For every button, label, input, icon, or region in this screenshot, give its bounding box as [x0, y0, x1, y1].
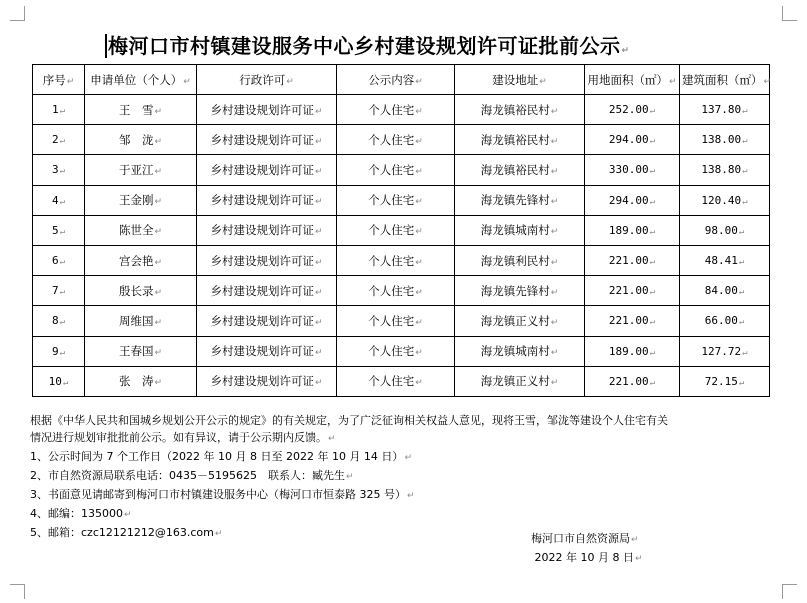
cell-no-text: 7: [51, 284, 59, 298]
cell-mark-icon: ↵: [154, 227, 163, 238]
cell-mark-icon: ↵: [415, 317, 423, 328]
notice-section: [30, 412, 780, 543]
cell-building-area: [680, 155, 770, 185]
permit-table: [32, 64, 770, 397]
cell-address: [455, 125, 585, 155]
cell-no-text: 3: [51, 163, 59, 177]
cell-land-area: [585, 306, 680, 336]
cell-mark-icon: ↵: [742, 136, 748, 147]
cell-mark-icon: ↵: [415, 76, 423, 87]
cell-applicant-text: 周维国: [118, 313, 154, 328]
cell-mark-icon: ↵: [668, 76, 677, 87]
cell-mark-icon: ↵: [415, 106, 423, 117]
cell-address-text: 海龙镇裕民村: [480, 162, 550, 177]
cell-address: [455, 276, 585, 306]
cell-mark-icon: ↵: [415, 136, 423, 147]
cell-mark-icon: ↵: [539, 76, 547, 87]
cell-permit-text: 乡村建设规划许可证: [210, 193, 314, 208]
cell-mark-icon: ↵: [154, 257, 163, 268]
cell-mark-icon: ↵: [742, 347, 748, 358]
cell-mark-icon: ↵: [59, 287, 66, 298]
cell-mark-icon: ↵: [649, 196, 656, 207]
cell-address: [455, 185, 585, 215]
cell-applicant: [85, 245, 197, 275]
cell-content-text: 个人住宅: [368, 253, 415, 268]
cell-mark-icon: ↵: [649, 136, 656, 147]
cell-building-area: [680, 245, 770, 275]
cell-no: [33, 336, 85, 366]
cell-building-area: [680, 306, 770, 336]
cell-land-area: [585, 185, 680, 215]
cell-mark-icon: ↵: [649, 377, 656, 388]
cell-land-area: [585, 276, 680, 306]
cell-mark-icon: ↵: [314, 378, 323, 389]
cell-content: [337, 366, 455, 396]
cell-mark-icon: ↵: [415, 197, 423, 208]
cell-mark-icon: ↵: [314, 106, 323, 117]
cell-building-area: [680, 125, 770, 155]
cell-permit: [197, 215, 337, 245]
cell-building-area-text: 48.41: [704, 254, 738, 268]
cell-mark-icon: ↵: [550, 197, 559, 208]
cell-land-area: [585, 155, 680, 185]
cell-mark-icon: ↵: [314, 227, 323, 238]
cell-content-text: 个人住宅: [368, 374, 415, 389]
cell-mark-icon: ↵: [314, 136, 323, 147]
document-title-line: [105, 30, 630, 59]
cell-land-area-text: 294.00: [608, 133, 649, 147]
cell-mark-icon: ↵: [550, 166, 559, 177]
crop-mark-top-left: [10, 6, 25, 21]
cell-building-area: [680, 215, 770, 245]
cell-mark-icon: ↵: [59, 226, 66, 237]
cell-land-area: [585, 125, 680, 155]
cell-land-area-text: 189.00: [608, 223, 649, 237]
cell-permit-text: 乡村建设规划许可证: [210, 344, 314, 359]
cell-content: [337, 155, 455, 185]
cell-address: [455, 95, 585, 125]
cell-mark-icon: ↵: [154, 287, 163, 298]
cell-content: [337, 336, 455, 366]
header-no: 序号↵: [33, 65, 85, 95]
cell-applicant-text: 王 雪: [118, 102, 154, 117]
cell-content: [337, 276, 455, 306]
cell-address: [455, 215, 585, 245]
header-address: 建设地址↵: [455, 65, 585, 95]
cell-mark-icon: ↵: [59, 136, 66, 147]
cell-address: [455, 155, 585, 185]
cell-mark-icon: ↵: [738, 287, 745, 298]
crop-mark-top-right: [782, 6, 797, 21]
cell-land-area: [585, 95, 680, 125]
cell-land-area-text: 221.00: [608, 374, 649, 388]
cell-permit-text: 乡村建设规划许可证: [210, 374, 314, 389]
cell-content-text: 个人住宅: [368, 132, 415, 147]
cell-applicant-text: 宫会艳: [118, 253, 154, 268]
cell-mark-icon: ↵: [550, 136, 559, 147]
cell-land-area-text: 189.00: [608, 344, 649, 358]
header-content: 公示内容↵: [337, 65, 455, 95]
cell-mark-icon: ↵: [649, 347, 656, 358]
cell-mark-icon: ↵: [154, 348, 163, 359]
cell-building-area: [680, 185, 770, 215]
cell-no: [33, 306, 85, 336]
cell-permit-text: 乡村建设规划许可证: [210, 162, 314, 177]
cell-no-text: 9: [51, 344, 59, 358]
cell-applicant: [85, 215, 197, 245]
cell-no: [33, 125, 85, 155]
table-row: [33, 185, 770, 215]
cell-mark-icon: ↵: [649, 257, 656, 268]
cell-mark-icon: ↵: [550, 106, 559, 117]
cell-building-area: [680, 276, 770, 306]
cell-mark-icon: ↵: [154, 317, 163, 328]
paragraph-mark-icon: ↵: [345, 472, 354, 482]
cell-applicant-text: 陈世全: [118, 223, 154, 238]
cell-address-text: 海龙镇利民村: [480, 253, 550, 268]
cell-applicant: [85, 125, 197, 155]
signature-block: [531, 530, 643, 568]
cell-mark-icon: ↵: [183, 76, 191, 87]
cell-content: [337, 125, 455, 155]
cell-mark-icon: ↵: [62, 377, 69, 388]
cell-land-area-text: 221.00: [608, 284, 649, 298]
cell-mark-icon: ↵: [154, 197, 163, 208]
cell-mark-icon: ↵: [59, 317, 66, 328]
cell-applicant: [85, 95, 197, 125]
signature-org: 梅河口市自然资源局↵: [531, 532, 639, 545]
cell-address-text: 海龙镇裕民村: [480, 102, 550, 117]
cell-mark-icon: ↵: [286, 76, 294, 87]
cell-mark-icon: ↵: [66, 76, 75, 87]
cell-content-text: 个人住宅: [368, 313, 415, 328]
cell-building-area-text: 120.40: [701, 193, 742, 207]
cell-mark-icon: ↵: [154, 378, 163, 389]
cell-land-area-text: 330.00: [608, 163, 649, 177]
notice-intro-1: 根据《中华人民共和国城乡规划公开公示的规定》的有关规定，为了广泛征询相关权益人意见，现将王雪，邹泷等建设个人住宅有关: [30, 414, 668, 427]
cell-applicant-text: 邹 泷: [118, 132, 154, 147]
cell-mark-icon: ↵: [154, 136, 163, 147]
cell-address: [455, 306, 585, 336]
cell-no: [33, 366, 85, 396]
cell-mark-icon: ↵: [59, 257, 66, 268]
cell-address-text: 海龙镇先锋村: [480, 193, 550, 208]
cell-mark-icon: ↵: [59, 196, 66, 207]
cell-content-text: 个人住宅: [368, 344, 415, 359]
cell-permit: [197, 306, 337, 336]
cell-content: [337, 245, 455, 275]
cell-address-text: 海龙镇先锋村: [480, 283, 550, 298]
table-row: [33, 155, 770, 185]
cell-permit: [197, 245, 337, 275]
cell-no-text: 5: [51, 223, 59, 237]
paragraph-mark-icon: ↵: [621, 46, 630, 56]
cell-mark-icon: ↵: [649, 317, 656, 328]
signature-date: 2022 年 10 月 8 日↵: [534, 551, 643, 564]
table-row: [33, 306, 770, 336]
cell-content-text: 个人住宅: [368, 223, 415, 238]
cell-address-text: 海龙镇城南村: [480, 344, 550, 359]
cell-no-text: 6: [51, 254, 59, 268]
table-row: [33, 215, 770, 245]
cell-no: [33, 245, 85, 275]
cell-content-text: 个人住宅: [368, 162, 415, 177]
cell-building-area-text: 98.00: [704, 223, 738, 237]
header-applicant: 申请单位（个人）↵: [85, 65, 197, 95]
cell-mark-icon: ↵: [415, 287, 423, 298]
cell-land-area-text: 294.00: [608, 193, 649, 207]
cell-mark-icon: ↵: [415, 227, 423, 238]
cell-mark-icon: ↵: [59, 347, 66, 358]
cell-content-text: 个人住宅: [368, 102, 415, 117]
cell-content: [337, 306, 455, 336]
cell-permit: [197, 125, 337, 155]
cell-mark-icon: ↵: [550, 348, 559, 359]
cell-applicant-text: 于亚江: [118, 162, 154, 177]
cell-mark-icon: ↵: [550, 287, 559, 298]
cell-building-area: [680, 336, 770, 366]
cell-mark-icon: ↵: [738, 317, 745, 328]
cell-mark-icon: ↵: [550, 317, 559, 328]
cell-mark-icon: ↵: [314, 257, 323, 268]
cell-permit: [197, 95, 337, 125]
cell-mark-icon: ↵: [550, 257, 559, 268]
cell-permit: [197, 155, 337, 185]
cell-mark-icon: ↵: [415, 257, 423, 268]
cell-mark-icon: ↵: [415, 348, 423, 359]
cell-mark-icon: ↵: [314, 287, 323, 298]
cell-no-text: 2: [51, 133, 59, 147]
cell-address: [455, 366, 585, 396]
cell-mark-icon: ↵: [154, 166, 163, 177]
cell-applicant: [85, 155, 197, 185]
cell-land-area-text: 252.00: [608, 103, 649, 117]
cell-building-area-text: 138.80: [701, 163, 742, 177]
cell-land-area: [585, 215, 680, 245]
table-row: [33, 336, 770, 366]
notice-item-3: 3、书面意见请邮寄到梅河口市村镇建设服务中心（梅河口市恒泰路 325 号）↵: [30, 488, 415, 501]
cell-no: [33, 155, 85, 185]
cell-mark-icon: ↵: [649, 166, 656, 177]
cell-mark-icon: ↵: [742, 106, 748, 117]
notice-item-1: 1、公示时间为 7 个工作日（2022 年 10 月 8 日至 2022 年 10 月 14 日）↵: [30, 450, 412, 463]
header-permit: 行政许可↵: [197, 65, 337, 95]
cell-address-text: 海龙镇城南村: [480, 223, 550, 238]
cell-mark-icon: ↵: [763, 76, 772, 87]
cell-address-text: 海龙镇正义村: [480, 313, 550, 328]
cell-permit: [197, 276, 337, 306]
cell-content-text: 个人住宅: [368, 283, 415, 298]
cell-permit-text: 乡村建设规划许可证: [210, 102, 314, 117]
cell-permit: [197, 185, 337, 215]
cell-mark-icon: ↵: [649, 287, 656, 298]
table-row: [33, 95, 770, 125]
cell-mark-icon: ↵: [742, 196, 748, 207]
cell-mark-icon: ↵: [59, 166, 66, 177]
cell-permit-text: 乡村建设规划许可证: [210, 132, 314, 147]
cell-permit-text: 乡村建设规划许可证: [210, 223, 314, 238]
cell-applicant-text: 王春国: [118, 344, 154, 359]
cell-permit: [197, 336, 337, 366]
table-row: [33, 366, 770, 396]
cell-mark-icon: ↵: [415, 166, 423, 177]
cell-land-area-text: 221.00: [608, 314, 649, 328]
cell-address-text: 海龙镇正义村: [480, 374, 550, 389]
paragraph-mark-icon: ↵: [631, 535, 639, 545]
document-title: 梅河口市村镇建设服务中心乡村建设规划许可证批前公示: [108, 34, 621, 58]
cell-permit-text: 乡村建设规划许可证: [210, 313, 314, 328]
cell-content: [337, 95, 455, 125]
notice-intro-2: 情况进行规划审批批前公示。如有异议，请于公示期内反馈。↵: [30, 431, 336, 444]
cell-mark-icon: ↵: [550, 378, 559, 389]
cell-building-area-text: 66.00: [704, 314, 738, 328]
cell-mark-icon: ↵: [742, 166, 748, 177]
cell-building-area: [680, 366, 770, 396]
cell-content: [337, 185, 455, 215]
cell-building-area: [680, 95, 770, 125]
cell-no: [33, 276, 85, 306]
cell-building-area-text: 84.00: [704, 284, 738, 298]
cell-address: [455, 336, 585, 366]
cell-no: [33, 95, 85, 125]
cell-address-text: 海龙镇裕民村: [480, 132, 550, 147]
cell-mark-icon: ↵: [314, 317, 323, 328]
paragraph-mark-icon: ↵: [634, 554, 643, 564]
cell-no: [33, 215, 85, 245]
crop-mark-bottom-left: [10, 584, 25, 599]
cell-content: [337, 215, 455, 245]
header-building-area: 建筑面积（㎡）↵: [680, 65, 770, 95]
cell-mark-icon: ↵: [314, 166, 323, 177]
notice-item-5: 5、邮箱：czc12121212@163.com↵: [30, 526, 223, 539]
cell-land-area: [585, 336, 680, 366]
cell-mark-icon: ↵: [649, 106, 656, 117]
cell-mark-icon: ↵: [649, 226, 656, 237]
crop-mark-bottom-right: [782, 584, 797, 599]
cell-no-text: 1: [51, 103, 59, 117]
cell-permit-text: 乡村建设规划许可证: [210, 283, 314, 298]
notice-item-2: 2、市自然资源局联系电话：0435－5195625 联系人：臧先生↵: [30, 469, 354, 482]
cell-address: [455, 245, 585, 275]
paragraph-mark-icon: ↵: [214, 529, 223, 539]
cell-building-area-text: 138.00: [701, 133, 742, 147]
cell-mark-icon: ↵: [154, 106, 163, 117]
cell-applicant: [85, 185, 197, 215]
cell-land-area: [585, 366, 680, 396]
cell-no: [33, 185, 85, 215]
cell-mark-icon: ↵: [59, 106, 66, 117]
cell-applicant-text: 王金刚: [118, 193, 154, 208]
cell-content-text: 个人住宅: [368, 193, 415, 208]
notice-item-4: 4、邮编：135000↵: [30, 507, 132, 520]
cell-applicant: [85, 276, 197, 306]
cell-no-text: 8: [51, 314, 59, 328]
cell-mark-icon: ↵: [738, 377, 745, 388]
table-row: [33, 125, 770, 155]
paragraph-mark-icon: ↵: [328, 434, 336, 444]
cell-permit: [197, 366, 337, 396]
table-header-row: [33, 65, 770, 95]
cell-mark-icon: ↵: [314, 197, 323, 208]
cell-mark-icon: ↵: [738, 226, 745, 237]
paragraph-mark-icon: ↵: [404, 453, 412, 463]
cell-mark-icon: ↵: [314, 348, 323, 359]
cell-building-area-text: 72.15: [704, 374, 738, 388]
cell-land-area: [585, 245, 680, 275]
header-land-area: 用地面积（㎡）↵: [585, 65, 680, 95]
cell-mark-icon: ↵: [550, 227, 559, 238]
cell-mark-icon: ↵: [738, 257, 745, 268]
cell-applicant-text: 殷长录: [118, 283, 154, 298]
cell-building-area-text: 137.80: [701, 103, 742, 117]
cell-applicant: [85, 336, 197, 366]
table-row: [33, 245, 770, 275]
cell-applicant: [85, 306, 197, 336]
cell-mark-icon: ↵: [415, 378, 423, 389]
paragraph-mark-icon: ↵: [124, 510, 132, 520]
cell-no-text: 10: [48, 374, 62, 388]
cell-permit-text: 乡村建设规划许可证: [210, 253, 314, 268]
cell-building-area-text: 127.72: [701, 344, 742, 358]
text-cursor: [105, 34, 107, 58]
cell-land-area-text: 221.00: [608, 254, 649, 268]
cell-applicant: [85, 366, 197, 396]
paragraph-mark-icon: ↵: [407, 491, 415, 501]
cell-no-text: 4: [51, 193, 59, 207]
cell-applicant-text: 张 涛: [118, 374, 154, 389]
table-row: [33, 276, 770, 306]
